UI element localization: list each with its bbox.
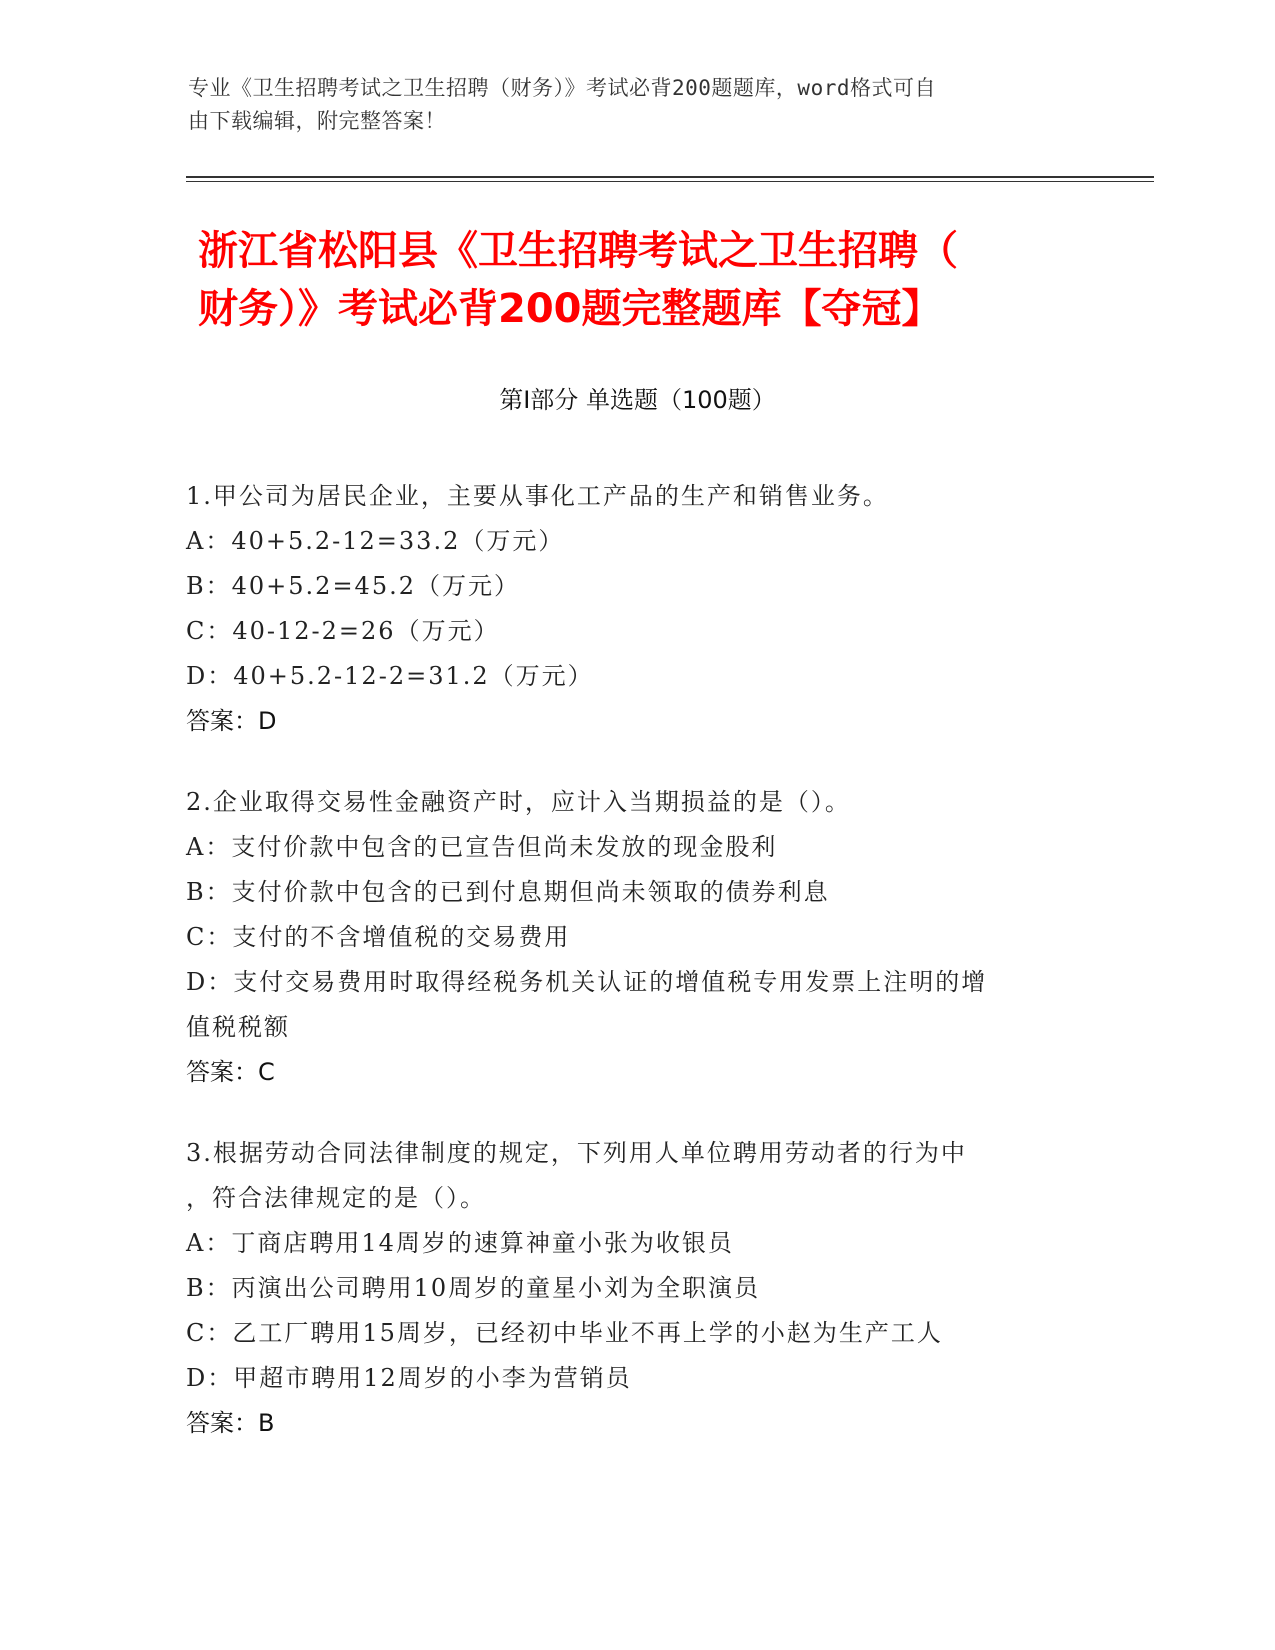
option-b: B：支付价款中包含的已到付息期但尚未领取的债券利息	[186, 878, 830, 906]
option-c: C：乙工厂聘用15周岁，已经初中毕业不再上学的小赵为生产工人	[186, 1319, 943, 1347]
header-divider-thick	[186, 176, 1154, 178]
question-3	[186, 1131, 1066, 1446]
option-a: A：支付价款中包含的已宣告但尚未发放的现金股利	[186, 833, 778, 861]
document-title	[198, 222, 1098, 338]
document-title-line-2: 财务）》考试必背200题完整题库【夺冠】	[198, 286, 942, 332]
question-stem: 3.根据劳动合同法律制度的规定，下列用人单位聘用劳动者的行为中	[186, 1139, 967, 1167]
option-d: D：支付交易费用时取得经税务机关认证的增值税专用发票上注明的增	[186, 968, 988, 996]
question-stem: 1.甲公司为居民企业，主要从事化工产品的生产和销售业务。	[186, 482, 889, 510]
option-b: B：40+5.2=45.2（万元）	[186, 572, 520, 600]
option-b: B：丙演出公司聘用10周岁的童星小刘为全职演员	[186, 1274, 761, 1302]
option-a: A：丁商店聘用14周岁的速算神童小张为收银员	[186, 1229, 734, 1257]
section-heading: 第Ⅰ部分 单选题（100题）	[499, 386, 776, 414]
question-list	[186, 474, 1066, 1482]
question-2	[186, 780, 1066, 1095]
header-note-line-2: 由下载编辑，附完整答案！	[188, 109, 446, 133]
answer: 答案：C	[186, 1058, 275, 1086]
answer: 答案：D	[186, 707, 277, 735]
header-note	[188, 72, 1068, 138]
question-stem-continuation: ，符合法律规定的是（）。	[186, 1184, 486, 1212]
document-title-line-1: 浙江省松阳县《卫生招聘考试之卫生招聘（	[198, 228, 958, 274]
option-c: C：40-12-2=26（万元）	[186, 617, 500, 645]
option-d-continuation: 值税税额	[186, 1013, 290, 1041]
question-stem: 2.企业取得交易性金融资产时，应计入当期损益的是（）。	[186, 788, 851, 816]
option-a: A：40+5.2-12=33.2（万元）	[186, 527, 565, 555]
option-d: D：40+5.2-12-2=31.2（万元）	[186, 662, 594, 690]
option-d: D：甲超市聘用12周岁的小李为营销员	[186, 1364, 632, 1392]
answer: 答案：B	[186, 1409, 275, 1437]
option-c: C：支付的不含增值税的交易费用	[186, 923, 571, 951]
header-note-line-1: 专业《卫生招聘考试之卫生招聘（财务）》考试必背200题题库，word格式可自	[188, 76, 936, 100]
question-1	[186, 474, 1066, 744]
header-divider-thin	[186, 181, 1154, 182]
